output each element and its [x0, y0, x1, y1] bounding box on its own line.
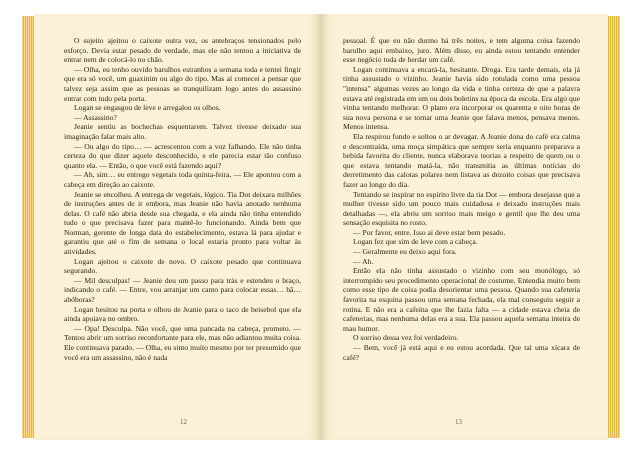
right-page-text [343, 36, 580, 406]
paragraph: Então ela não tinha assustado o vizinho com seu monólogo, só interrompido seu procedimento operacional de costume. Entendia muito bem como esse tipo de coisa podia desorientar uma pessoa. Quando sua cafeteria favorita na esquina passou uma semana fechada, ela mal conseguiu seguir a rotina. E não era a cafeína que lhe fazia falta — a cidade estava cheia de cafeterias, mas nenhuma delas era a sua. Ela passou aquela semana inteira de mau humor. [343, 266, 580, 333]
paragraph: Tentando se inspirar no espírito livre da tia Dot — embora desejasse que a mulher tivesse sido um pouco mais cuidadosa e deixado instruções mais detalhadas —, ela abriu um sorriso mais meigo e gentil que lhe deu uma sensação esquisita no rosto. [343, 189, 580, 228]
right-page-number: 13 [455, 418, 462, 426]
paragraph: Ela respirou fundo e soltou o ar devagar. A Jeanie dona do café era calma e descontraída, uma moça simpática que sempre seria enquanto preparava a bebida favorita do cliente, nunca elaborava teorias a respeito de quem ou o que estava tentando matá-la, não transmitia as últimas notícias do derretimento das calotas polares nem listava as dezoito coisas que precisava fazer ao longo do dia. [343, 131, 580, 189]
paragraph: Logan hesitou na porta e olhou de Jeanie para o taco de beisebol que ela ainda apoiava no ombro. [64, 304, 301, 324]
paragraph: Logan continuava a encará-la, hesitante. Droga. Era tarde demais, ela já tinha assustado o vizinho. Jeanie havia sido rotulada como uma pessoa "intensa" algumas vezes ao longo da vida e tinha certeza de que a palavra estava até registrada em um ou dois boletins na época da escola. Era algo que vinha tentando melhorar. O plano era incorporar os quarenta e oito horas de sua nova persona e se tornar uma Jeanie que falava menos, pensava menos. Menos intensa. [343, 64, 580, 132]
paragraph: — Ah, sim… eu entrego vegetais toda quinta-feira. — Ele apontou com a cabeça em direção ao caixote. [64, 170, 301, 189]
paragraph: — Opa! Desculpa. Não você, que uma pancada na cabeça, prometo. — Tentou abrir um sorriso reconfortante para ele, mas não adiantou muita coisa. Ele continuava parado. — Olha, eu sinto muito mesmo por ter presumido que você era um assassino, não é nada [64, 323, 301, 362]
left-page-edges [22, 16, 34, 438]
paragraph: O sujeito ajeitou o caixote outra vez, os antebraços tensionados pelo esforço. Devia estar pesado de verdade, mas ele não tentou a iniciativa de entrar nem de colocá-lo no chão. [64, 36, 301, 65]
paragraph: — Bem, você já está aqui e eu estou acordada. Que tal uma xícara de café? [343, 343, 580, 362]
paragraph: Jeanie sentiu as bochechas esquentarem. Talvez tivesse deixado sua imaginação falar mais alto. [64, 122, 301, 141]
paragraph: — Ah. [353, 256, 374, 266]
paragraph: pessoal. É que eu não durmo há três noites, e tem alguma coisa fazendo barulho aqui embaixo, juro. Além disso, eu ainda estou tentando entender esse negócio toda de herdar um café. [343, 36, 580, 65]
right-page [321, 14, 608, 440]
paragraph: — Por favor, entre. Isso aí deve estar bem pesado. [353, 227, 506, 237]
paragraph: Logan ajeitou o caixote de novo. O caixote pesado que continuava segurando. [64, 256, 301, 276]
paragraph: O sorriso dessa vez foi verdadeiro. [353, 333, 459, 343]
paragraph: Jeanie se encolheu. A entrega de vegetais, lógico. Tia Dot deixara milhões de instruções antes de ir embora, mas Jeanie não havia anotado nenhuma delas. O café não abria desde sua chegada, e ela ainda não tinha entendido tudo o que precisava fazer para mantê-lo funcionando. Ainda bem que Norman, gerente de longa data do estabelecimento, estava lá para ajudar e garantiu que até o fim de semana o local estaria pronto para voltar às atividades. [64, 189, 301, 257]
paragraph: — Mil desculpas! — Jeanie deu um passo para trás e estendeu o braço, indicando o café. — Entre, vou arranjar um canto para colocar essas… hã… abóboras? [64, 275, 301, 305]
paragraph: Logan fez que sim de leve com a cabeça. [353, 237, 478, 247]
left-page-number: 12 [180, 418, 187, 426]
paragraph: — Olha, eu tenho ouvido barulhos estranhos a semana toda e tentei fingir que era só você, um guaxinim ou algo do tipo. Mas aí comecei a pensar que talvez seja assim que as pessoas se tranquilizam logo antes do assassino entrar com tudo pela porta. [64, 64, 301, 103]
right-page-edges [608, 16, 620, 438]
paragraph: — Assassino? [74, 112, 117, 122]
paragraph: — Geralmente eu deixo aqui fora. [353, 247, 457, 257]
left-page [34, 14, 321, 440]
paragraph: Logan se engasgou de leve e arregalou os olhos. [74, 103, 221, 113]
open-book [22, 14, 620, 440]
left-page-text [64, 36, 301, 406]
paragraph: — Ou algo do tipo… — acrescentou com a voz falhando. Ele não tinha certeza do que dizer aquele desconhecido, e ele parecia estar tão confuso quanto ela. — Então, o que você está fazendo aqui? [64, 141, 301, 170]
